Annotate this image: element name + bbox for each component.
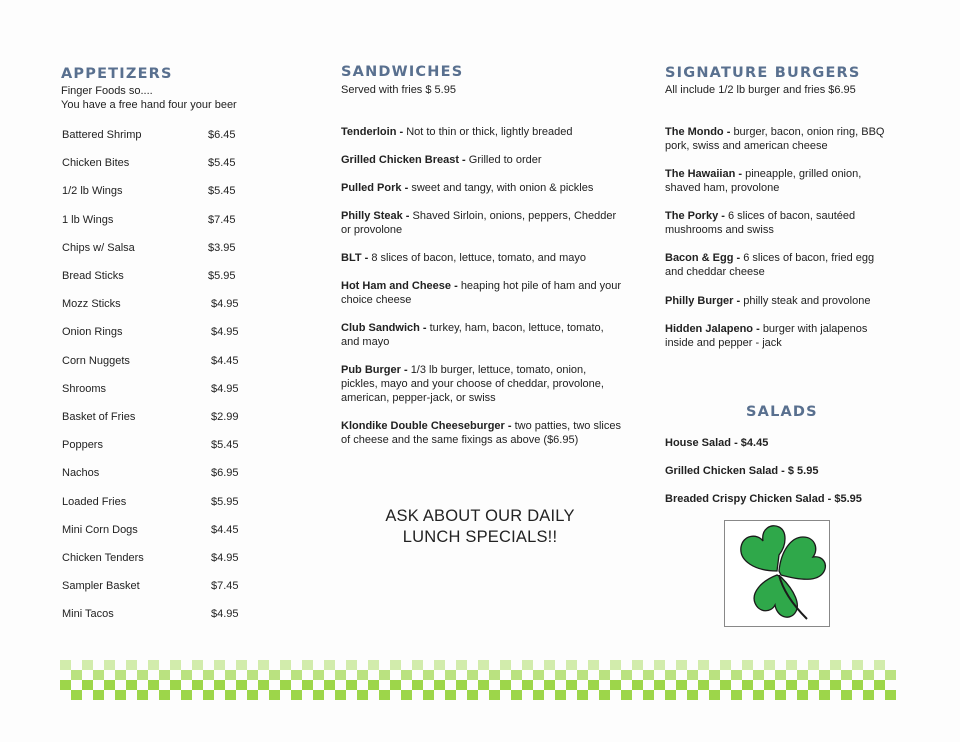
check-square (566, 660, 577, 670)
check-square (621, 670, 632, 680)
check-square (654, 660, 665, 670)
check-square (698, 680, 709, 690)
appetizer-row (62, 297, 262, 311)
burger-item (665, 209, 890, 237)
check-square (434, 680, 445, 690)
check-square (324, 680, 335, 690)
sandwich-description: 1/3 lb burger, lettuce, tomato, onion, pickles, mayo and your choose of cheddar, provolone, american, pepper-jack, or swiss (341, 364, 604, 404)
check-square (665, 670, 676, 680)
appetizer-price: $4.45 (211, 523, 239, 536)
check-square (511, 670, 522, 680)
check-square (324, 660, 335, 670)
appetizer-name: Mozz Sticks (62, 298, 121, 311)
sandwich-item (341, 321, 623, 349)
sandwich-description: 8 slices of bacon, lettuce, tomato, and mayo (371, 252, 586, 264)
check-square (60, 680, 71, 690)
appetizer-row (62, 128, 262, 142)
check-square (742, 680, 753, 690)
burger-item (665, 322, 890, 350)
check-square (291, 670, 302, 680)
appetizers-list (62, 128, 262, 628)
sandwich-name: Pulled Pork - (341, 182, 409, 194)
check-square (159, 690, 170, 700)
check-square (280, 660, 291, 670)
appetizer-row (62, 213, 262, 227)
check-square (93, 690, 104, 700)
burger-item (665, 251, 890, 279)
appetizer-name: Nachos (62, 467, 100, 480)
check-square (302, 660, 313, 670)
check-square (885, 670, 896, 680)
burger-item (665, 294, 890, 308)
burger-description: pineapple, grilled onion, shaved ham, provolone (665, 168, 862, 194)
check-square (566, 680, 577, 690)
sandwich-name: BLT - (341, 252, 369, 264)
burger-name: The Mondo - (665, 126, 731, 138)
check-square (555, 690, 566, 700)
sandwiches-subtitle: Served with fries $ 5.95 (341, 84, 456, 96)
burger-name: The Porky - (665, 210, 725, 222)
check-square (280, 680, 291, 690)
check-square (82, 680, 93, 690)
check-square (313, 670, 324, 680)
check-square (775, 670, 786, 680)
check-square (82, 660, 93, 670)
burger-name: Hidden Jalapeno - (665, 323, 760, 335)
check-square (346, 680, 357, 690)
sandwiches-heading: SANDWICHES (341, 64, 464, 80)
check-square (753, 690, 764, 700)
check-square (379, 690, 390, 700)
check-square (698, 660, 709, 670)
check-square (489, 690, 500, 700)
check-square (797, 670, 808, 680)
appetizer-price: $3.95 (208, 241, 236, 254)
burger-item (665, 125, 890, 153)
check-square (863, 690, 874, 700)
appetizer-price: $4.95 (211, 552, 239, 564)
check-square (709, 670, 720, 680)
sandwich-description: Not to thin or thick, lightly breaded (406, 126, 573, 138)
check-square (93, 670, 104, 680)
check-square (687, 690, 698, 700)
check-square (170, 660, 181, 670)
check-square (830, 680, 841, 690)
check-square (786, 680, 797, 690)
check-square (313, 690, 324, 700)
check-square (544, 660, 555, 670)
sandwich-description: Grilled to order (468, 154, 542, 166)
check-square (599, 670, 610, 680)
check-square (687, 670, 698, 680)
check-square (522, 660, 533, 670)
check-square (71, 690, 82, 700)
check-square (577, 690, 588, 700)
check-square (434, 660, 445, 670)
sandwich-item (341, 279, 623, 307)
check-square (676, 680, 687, 690)
check-square (588, 680, 599, 690)
check-square (368, 660, 379, 670)
salad-item: House Salad - $4.45 (665, 437, 769, 449)
check-square (192, 660, 203, 670)
check-square (874, 680, 885, 690)
check-square (137, 690, 148, 700)
appetizer-row (62, 325, 262, 339)
sandwich-description: heaping hot pile of ham and your choice cheese (341, 280, 622, 306)
sandwich-description: turkey, ham, bacon, lettuce, tomato, and mayo (341, 322, 604, 348)
sandwich-name: Klondike Double Cheeseburger - (341, 420, 512, 432)
check-square (236, 660, 247, 670)
salad-item: Grilled Chicken Salad - $ 5.95 (665, 465, 819, 477)
appetizer-row (62, 495, 262, 509)
appetizer-price: $7.45 (208, 213, 236, 226)
burger-description: 6 slices of bacon, sautéed mushrooms and swiss (665, 210, 856, 236)
check-square (335, 670, 346, 680)
check-square (610, 680, 621, 690)
appetizer-name: Chicken Tenders (62, 552, 144, 564)
check-square (885, 690, 896, 700)
check-square (852, 680, 863, 690)
appetizer-name: Sampler Basket (62, 580, 140, 593)
check-square (137, 670, 148, 680)
check-square (665, 690, 676, 700)
appetizer-price: $7.45 (211, 580, 239, 593)
sandwich-item (341, 125, 623, 139)
check-square (368, 680, 379, 690)
check-square (247, 670, 258, 680)
appetizer-row (62, 551, 262, 565)
appetizer-row (62, 438, 262, 452)
check-square (258, 660, 269, 670)
check-square (126, 680, 137, 690)
check-square (544, 680, 555, 690)
daily-special-line2: LUNCH SPECIALS!! (402, 528, 558, 546)
check-square (511, 690, 522, 700)
appetizer-name: 1/2 lb Wings (62, 185, 123, 198)
check-square (775, 690, 786, 700)
appetizers-subtitle-line2: You have a free hand four your beer (61, 99, 237, 111)
check-square (258, 680, 269, 690)
appetizer-row (62, 382, 262, 396)
check-square (456, 660, 467, 670)
appetizer-price: $4.95 (211, 298, 239, 311)
appetizer-row (62, 523, 262, 537)
check-square (346, 660, 357, 670)
sandwich-item (341, 419, 623, 447)
sandwich-name: Grilled Chicken Breast - (341, 154, 466, 166)
check-square (423, 690, 434, 700)
sandwich-name: Hot Ham and Cheese - (341, 280, 458, 292)
check-square (203, 670, 214, 680)
sandwich-name: Tenderloin - (341, 126, 404, 138)
check-square (676, 660, 687, 670)
sandwich-description: sweet and tangy, with onion & pickles (411, 182, 594, 194)
check-square (225, 670, 236, 680)
appetizer-price: $4.45 (211, 354, 239, 367)
check-square (533, 690, 544, 700)
sandwich-item (341, 153, 623, 167)
check-square (555, 670, 566, 680)
appetizer-row (62, 579, 262, 593)
check-square (830, 660, 841, 670)
check-square (170, 680, 181, 690)
appetizer-price: $5.45 (208, 185, 236, 198)
check-square (533, 670, 544, 680)
check-square (225, 690, 236, 700)
appetizer-name: Chips w/ Salsa (62, 241, 135, 254)
sandwich-description: Shaved Sirloin, onions, peppers, Chedder or provolone (341, 210, 617, 236)
check-square (247, 690, 258, 700)
shamrock-icon (725, 521, 829, 626)
check-square (478, 680, 489, 690)
appetizer-name: Onion Rings (62, 326, 123, 339)
check-square (764, 660, 775, 670)
check-square (577, 670, 588, 680)
check-square (148, 680, 159, 690)
check-square (181, 670, 192, 680)
appetizer-price: $5.45 (211, 439, 239, 452)
check-square (731, 690, 742, 700)
sandwich-item (341, 251, 623, 265)
appetizer-name: Mini Corn Dogs (62, 523, 138, 536)
check-square (357, 670, 368, 680)
check-square (269, 670, 280, 680)
burger-name: Philly Burger - (665, 295, 741, 307)
salads-heading: SALADS (746, 404, 818, 420)
check-square (335, 690, 346, 700)
check-square (841, 690, 852, 700)
burger-description: philly steak and provolone (743, 295, 871, 307)
sandwich-name: Club Sandwich - (341, 322, 427, 334)
appetizer-row (62, 354, 262, 368)
sandwich-item (341, 363, 623, 405)
appetizer-name: Battered Shrimp (62, 129, 142, 141)
appetizer-row (62, 607, 262, 621)
check-square (203, 690, 214, 700)
check-square (192, 680, 203, 690)
sandwich-name: Pub Burger - (341, 364, 408, 376)
appetizer-price: $5.95 (211, 495, 239, 508)
appetizers-subtitle-line1: Finger Foods so.... (61, 85, 153, 97)
appetizer-name: Basket of Fries (62, 411, 136, 423)
check-square (456, 680, 467, 690)
appetizer-price: $5.95 (208, 270, 236, 282)
check-square (841, 670, 852, 680)
check-square (819, 670, 830, 680)
sandwich-name: Philly Steak - (341, 210, 410, 222)
check-square (874, 660, 885, 670)
check-square (819, 690, 830, 700)
check-square (302, 680, 313, 690)
check-square (500, 660, 511, 670)
appetizer-row (62, 466, 262, 480)
check-square (390, 680, 401, 690)
check-square (412, 680, 423, 690)
appetizer-price: $4.95 (211, 608, 239, 621)
check-square (115, 690, 126, 700)
appetizer-name: Bread Sticks (62, 270, 124, 282)
burgers-subtitle: All include 1/2 lb burger and fries $6.95 (665, 84, 856, 96)
check-square (808, 680, 819, 690)
appetizer-name: Loaded Fries (62, 495, 127, 508)
check-square (643, 670, 654, 680)
appetizer-row (62, 269, 262, 283)
check-square (269, 690, 280, 700)
burger-description: burger, bacon, onion ring, BBQ pork, swiss and american cheese (665, 126, 885, 152)
check-square (621, 690, 632, 700)
check-square (599, 690, 610, 700)
check-square (236, 680, 247, 690)
check-square (720, 680, 731, 690)
check-square (467, 670, 478, 680)
check-square (115, 670, 126, 680)
check-square (852, 660, 863, 670)
appetizer-name: Poppers (62, 439, 103, 452)
check-square (379, 670, 390, 680)
check-square (423, 670, 434, 680)
check-square (654, 680, 665, 690)
appetizer-row (62, 184, 262, 198)
check-square (522, 680, 533, 690)
check-square (401, 670, 412, 680)
appetizer-price: $6.45 (208, 129, 236, 141)
appetizer-name: Shrooms (62, 382, 107, 395)
check-square (588, 660, 599, 670)
sandwich-description: two patties, two slices of cheese and the same fixings as above ($6.95) (341, 420, 621, 446)
appetizers-heading: APPETIZERS (61, 66, 173, 82)
appetizer-name: Chicken Bites (62, 157, 130, 170)
check-square (742, 660, 753, 670)
check-square (412, 660, 423, 670)
check-square (753, 670, 764, 680)
check-square (181, 690, 192, 700)
check-square (643, 690, 654, 700)
check-square (500, 680, 511, 690)
appetizer-name: 1 lb Wings (62, 213, 114, 226)
appetizer-price: $4.95 (211, 326, 239, 339)
check-square (390, 660, 401, 670)
appetizer-row (62, 156, 262, 170)
burger-name: The Hawaiian - (665, 168, 743, 180)
check-square (445, 690, 456, 700)
check-square (291, 690, 302, 700)
check-square (709, 690, 720, 700)
check-square (357, 690, 368, 700)
check-square (71, 670, 82, 680)
check-square (104, 660, 115, 670)
appetizer-price: $2.99 (211, 411, 239, 423)
check-square (159, 670, 170, 680)
check-square (60, 660, 71, 670)
check-square (808, 660, 819, 670)
appetizer-price: $5.45 (208, 157, 236, 170)
check-square (863, 670, 874, 680)
appetizer-row (62, 410, 262, 424)
check-square (401, 690, 412, 700)
shamrock-frame (724, 520, 830, 627)
sandwich-item (341, 181, 623, 195)
check-square (632, 680, 643, 690)
appetizer-price: $6.95 (211, 467, 239, 480)
burger-description: 6 slices of bacon, fried egg and cheddar cheese (665, 252, 875, 278)
check-square (467, 690, 478, 700)
check-square (214, 660, 225, 670)
burger-description: burger with jalapenos inside and pepper - jack (665, 323, 868, 349)
appetizer-price: $4.95 (211, 382, 239, 395)
burgers-heading: SIGNATURE BURGERS (665, 65, 861, 81)
appetizer-name: Corn Nuggets (62, 354, 130, 367)
check-square (445, 670, 456, 680)
check-square (786, 660, 797, 670)
check-square (610, 660, 621, 670)
check-square (489, 670, 500, 680)
check-square (764, 680, 775, 690)
burger-name: Bacon & Egg - (665, 252, 741, 264)
check-square (148, 660, 159, 670)
check-square (214, 680, 225, 690)
burger-item (665, 167, 890, 195)
salad-item: Breaded Crispy Chicken Salad - $5.95 (665, 493, 862, 505)
appetizer-name: Mini Tacos (62, 608, 114, 621)
check-square (126, 660, 137, 670)
check-square (478, 660, 489, 670)
check-square (797, 690, 808, 700)
check-square (632, 660, 643, 670)
daily-special-line1: ASK ABOUT OUR DAILY (385, 507, 575, 525)
appetizer-row (62, 241, 262, 255)
sandwich-item (341, 209, 623, 237)
check-square (731, 670, 742, 680)
check-square (104, 680, 115, 690)
checkered-border (60, 660, 902, 700)
check-square (720, 660, 731, 670)
